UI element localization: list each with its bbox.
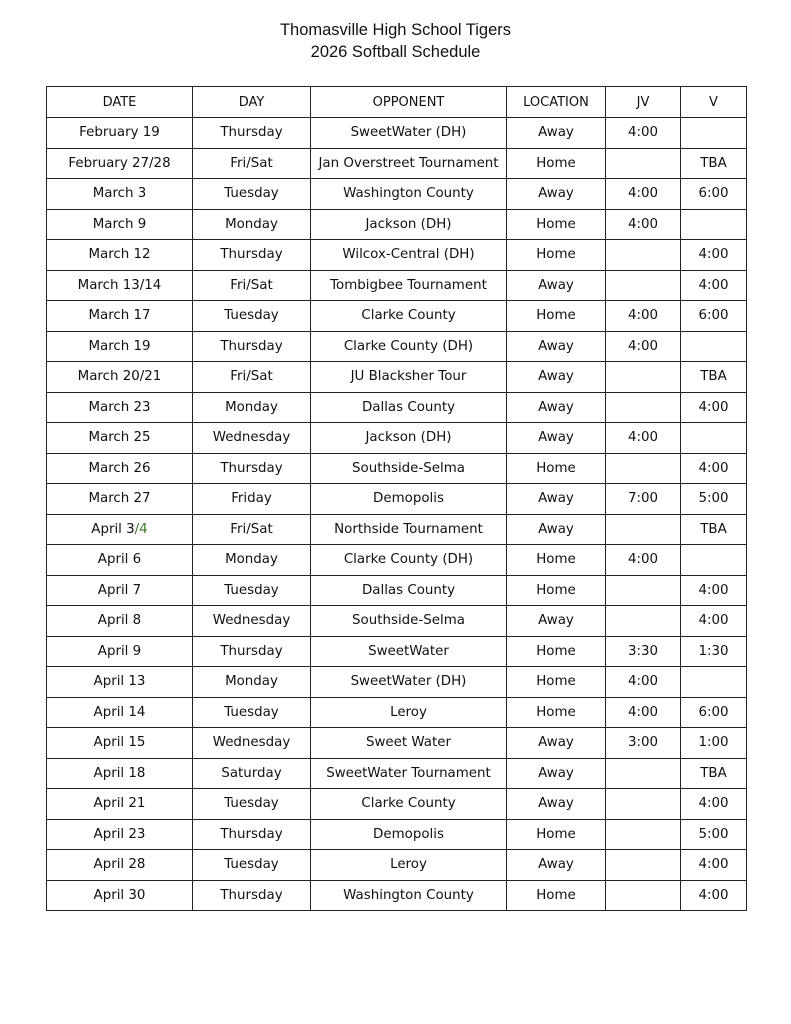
title-schedule: 2026 Softball Schedule <box>310 43 481 61</box>
table-header-row <box>47 87 747 118</box>
cell-day: Tuesday <box>193 301 311 332</box>
cell-opponent: SweetWater (DH) <box>311 667 507 698</box>
cell-day: Monday <box>193 667 311 698</box>
cell-day: Monday <box>193 209 311 240</box>
cell-date: April 18 <box>47 758 193 789</box>
cell-date: April 13 <box>47 667 193 698</box>
column-header-location: LOCATION <box>507 87 606 118</box>
cell-opponent: Tombigbee Tournament <box>311 270 507 301</box>
cell-date: April 30 <box>47 880 193 911</box>
cell-opponent: Jackson (DH) <box>311 209 507 240</box>
cell-day: Monday <box>193 392 311 423</box>
cell-day: Saturday <box>193 758 311 789</box>
cell-day: Monday <box>193 545 311 576</box>
table-row <box>47 301 747 332</box>
cell-day: Thursday <box>193 880 311 911</box>
cell-opponent: Clarke County (DH) <box>311 331 507 362</box>
table-row <box>47 667 747 698</box>
cell-jv <box>606 362 681 393</box>
cell-date: March 3 <box>47 179 193 210</box>
cell-opponent: Demopolis <box>311 484 507 515</box>
cell-v: 4:00 <box>681 789 747 820</box>
table-row <box>47 728 747 759</box>
cell-opponent: Southside-Selma <box>311 453 507 484</box>
cell-v <box>681 667 747 698</box>
column-header-jv: JV <box>606 87 681 118</box>
cell-opponent: SweetWater (DH) <box>311 118 507 149</box>
cell-opponent: Dallas County <box>311 392 507 423</box>
cell-opponent: Washington County <box>311 880 507 911</box>
column-header-opponent: OPPONENT <box>311 87 507 118</box>
cell-location: Home <box>507 209 606 240</box>
cell-jv <box>606 392 681 423</box>
cell-location: Away <box>507 118 606 149</box>
cell-opponent: Clarke County <box>311 301 507 332</box>
table-row <box>47 575 747 606</box>
cell-v: 6:00 <box>681 179 747 210</box>
cell-v: 5:00 <box>681 819 747 850</box>
cell-v: 4:00 <box>681 453 747 484</box>
cell-date: March 26 <box>47 453 193 484</box>
cell-v <box>681 423 747 454</box>
cell-jv: 4:00 <box>606 209 681 240</box>
cell-v: 4:00 <box>681 392 747 423</box>
table-row <box>47 697 747 728</box>
cell-jv <box>606 270 681 301</box>
table-row <box>47 850 747 881</box>
cell-day: Wednesday <box>193 606 311 637</box>
cell-location: Away <box>507 362 606 393</box>
cell-day: Tuesday <box>193 850 311 881</box>
cell-v: 4:00 <box>681 240 747 271</box>
cell-date: April 6 <box>47 545 193 576</box>
cell-v: 4:00 <box>681 606 747 637</box>
cell-jv: 4:00 <box>606 301 681 332</box>
cell-date: April 14 <box>47 697 193 728</box>
cell-jv: 7:00 <box>606 484 681 515</box>
cell-date: March 27 <box>47 484 193 515</box>
cell-date: March 13/14 <box>47 270 193 301</box>
cell-jv: 4:00 <box>606 667 681 698</box>
cell-opponent: Wilcox-Central (DH) <box>311 240 507 271</box>
cell-v: 4:00 <box>681 850 747 881</box>
cell-date: April 21 <box>47 789 193 820</box>
title-school: Thomasville High School Tigers <box>279 21 512 39</box>
cell-jv: 4:00 <box>606 545 681 576</box>
cell-opponent: JU Blacksher Tour <box>311 362 507 393</box>
cell-location: Home <box>507 240 606 271</box>
cell-day: Fri/Sat <box>193 514 311 545</box>
cell-jv: 4:00 <box>606 179 681 210</box>
cell-jv <box>606 758 681 789</box>
cell-opponent: Northside Tournament <box>311 514 507 545</box>
cell-location: Away <box>507 789 606 820</box>
cell-date: February 27/28 <box>47 148 193 179</box>
cell-location: Away <box>507 514 606 545</box>
cell-day: Tuesday <box>193 179 311 210</box>
cell-location: Away <box>507 423 606 454</box>
cell-v: 6:00 <box>681 301 747 332</box>
table-row <box>47 789 747 820</box>
cell-jv: 3:00 <box>606 728 681 759</box>
cell-v: 6:00 <box>681 697 747 728</box>
cell-day: Tuesday <box>193 575 311 606</box>
cell-location: Home <box>507 545 606 576</box>
cell-v: TBA <box>681 362 747 393</box>
cell-opponent: Leroy <box>311 697 507 728</box>
cell-opponent: Leroy <box>311 850 507 881</box>
cell-v: 1:30 <box>681 636 747 667</box>
cell-jv: 4:00 <box>606 118 681 149</box>
cell-v: 1:00 <box>681 728 747 759</box>
cell-jv <box>606 850 681 881</box>
cell-opponent: SweetWater <box>311 636 507 667</box>
cell-date <box>47 514 193 545</box>
cell-location: Home <box>507 819 606 850</box>
cell-jv: 4:00 <box>606 423 681 454</box>
cell-jv <box>606 789 681 820</box>
table-row <box>47 331 747 362</box>
cell-jv <box>606 453 681 484</box>
cell-date: March 19 <box>47 331 193 362</box>
cell-location: Home <box>507 453 606 484</box>
cell-date: March 20/21 <box>47 362 193 393</box>
column-header-date: DATE <box>47 87 193 118</box>
table-row <box>47 362 747 393</box>
cell-location: Away <box>507 728 606 759</box>
cell-day: Thursday <box>193 819 311 850</box>
cell-location: Home <box>507 148 606 179</box>
cell-jv <box>606 575 681 606</box>
table-row <box>47 545 747 576</box>
cell-opponent: Jackson (DH) <box>311 423 507 454</box>
cell-opponent: Demopolis <box>311 819 507 850</box>
table-row <box>47 179 747 210</box>
cell-location: Home <box>507 636 606 667</box>
cell-v: 4:00 <box>681 575 747 606</box>
schedule-table <box>46 86 747 911</box>
cell-jv: 4:00 <box>606 697 681 728</box>
cell-location: Home <box>507 575 606 606</box>
cell-day: Tuesday <box>193 789 311 820</box>
cell-date: March 9 <box>47 209 193 240</box>
cell-location: Home <box>507 697 606 728</box>
cell-jv <box>606 819 681 850</box>
cell-date: April 8 <box>47 606 193 637</box>
cell-jv <box>606 606 681 637</box>
cell-date: March 23 <box>47 392 193 423</box>
table-row <box>47 636 747 667</box>
cell-location: Away <box>507 270 606 301</box>
cell-day: Wednesday <box>193 423 311 454</box>
column-header-day: DAY <box>193 87 311 118</box>
cell-jv <box>606 514 681 545</box>
table-row <box>47 880 747 911</box>
cell-v: TBA <box>681 758 747 789</box>
cell-opponent: Dallas County <box>311 575 507 606</box>
cell-day: Tuesday <box>193 697 311 728</box>
cell-day: Thursday <box>193 636 311 667</box>
cell-opponent: Washington County <box>311 179 507 210</box>
cell-location: Away <box>507 392 606 423</box>
cell-v <box>681 118 747 149</box>
table-row <box>47 270 747 301</box>
cell-jv: 3:30 <box>606 636 681 667</box>
table-row <box>47 209 747 240</box>
cell-date: April 28 <box>47 850 193 881</box>
cell-location: Away <box>507 331 606 362</box>
cell-opponent: Sweet Water <box>311 728 507 759</box>
table-row <box>47 606 747 637</box>
column-header-v: V <box>681 87 747 118</box>
cell-v: 5:00 <box>681 484 747 515</box>
cell-v <box>681 331 747 362</box>
cell-location: Away <box>507 179 606 210</box>
table-row <box>47 484 747 515</box>
table-row <box>47 514 747 545</box>
cell-location: Home <box>507 667 606 698</box>
cell-date: February 19 <box>47 118 193 149</box>
cell-location: Away <box>507 484 606 515</box>
table-row <box>47 118 747 149</box>
cell-day: Thursday <box>193 240 311 271</box>
cell-opponent: SweetWater Tournament <box>311 758 507 789</box>
cell-location: Away <box>507 758 606 789</box>
table-row <box>47 148 747 179</box>
cell-opponent: Clarke County <box>311 789 507 820</box>
table-row <box>47 240 747 271</box>
cell-date: March 25 <box>47 423 193 454</box>
table-row <box>47 423 747 454</box>
cell-location: Home <box>507 880 606 911</box>
cell-date: March 12 <box>47 240 193 271</box>
cell-date: April 9 <box>47 636 193 667</box>
cell-day: Friday <box>193 484 311 515</box>
cell-location: Away <box>507 850 606 881</box>
document-title <box>0 19 791 63</box>
cell-date: April 15 <box>47 728 193 759</box>
cell-location: Away <box>507 606 606 637</box>
cell-v <box>681 209 747 240</box>
cell-v: TBA <box>681 148 747 179</box>
cell-opponent: Clarke County (DH) <box>311 545 507 576</box>
cell-day: Thursday <box>193 118 311 149</box>
cell-day: Fri/Sat <box>193 148 311 179</box>
cell-opponent: Jan Overstreet Tournament <box>311 148 507 179</box>
cell-v: TBA <box>681 514 747 545</box>
cell-date: April 7 <box>47 575 193 606</box>
cell-jv: 4:00 <box>606 331 681 362</box>
cell-day: Fri/Sat <box>193 362 311 393</box>
cell-day: Thursday <box>193 453 311 484</box>
cell-jv <box>606 880 681 911</box>
cell-date-accent: /4 <box>134 521 148 537</box>
cell-v <box>681 545 747 576</box>
table-row <box>47 758 747 789</box>
table-row <box>47 392 747 423</box>
cell-date: April 23 <box>47 819 193 850</box>
cell-day: Wednesday <box>193 728 311 759</box>
table-row <box>47 453 747 484</box>
cell-date: March 17 <box>47 301 193 332</box>
cell-jv <box>606 240 681 271</box>
cell-day: Fri/Sat <box>193 270 311 301</box>
cell-v: 4:00 <box>681 270 747 301</box>
cell-opponent: Southside-Selma <box>311 606 507 637</box>
cell-date-main: April 3 <box>91 521 135 537</box>
table-row <box>47 819 747 850</box>
cell-v: 4:00 <box>681 880 747 911</box>
cell-location: Home <box>507 301 606 332</box>
cell-day: Thursday <box>193 331 311 362</box>
cell-jv <box>606 148 681 179</box>
